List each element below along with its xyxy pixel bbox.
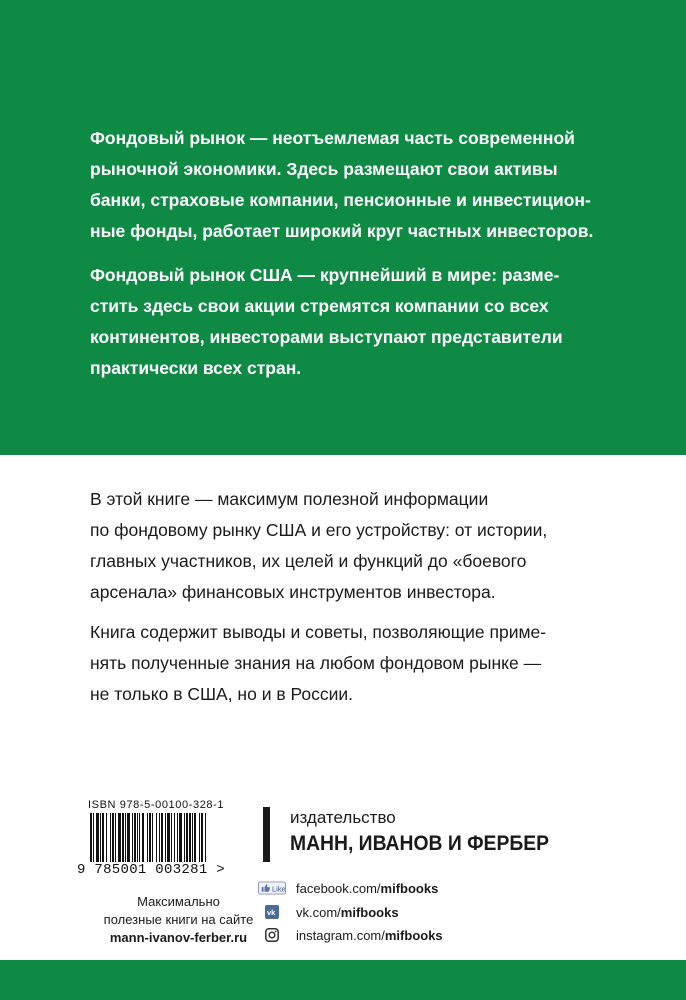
top-paragraph-2 [90,260,590,384]
publisher-name: МАНН, ИВАНОВ И ФЕРБЕР [290,832,549,855]
text-line: нять полученные знания на любом фондовом рынке — [90,653,542,673]
vk-icon [258,905,286,919]
vk-url: vk.com/mifbooks [296,904,399,920]
top-paragraph-1 [90,123,594,247]
publisher-bracket-icon [263,807,270,862]
text-line: по фондовому рынку США и его устройству: от истории, [90,520,548,540]
green-bottom-strip [0,960,686,1000]
svg-text:vk: vk [267,908,276,917]
text-line: арсенала» финансовых инструментов инвестора. [90,582,496,602]
instagram-url: instagram.com/mifbooks [296,927,443,943]
text-line: рыночной экономики. Здесь размещают свои активы [90,159,558,179]
social-facebook[interactable] [258,879,438,897]
text-line: Фондовый рынок — неотъемлемая часть современной [90,128,575,148]
promo-block [96,893,261,947]
text-line: Книга содержит выводы и советы, позволяющие приме- [90,622,547,642]
barcode-digits: 9 785001 003281 > [77,862,225,878]
text-line: банки, страховые компании, пенсионные и инвестицион- [90,190,591,210]
social-instagram[interactable] [258,926,443,944]
text-line: В этой книге — максимум полезной информации [90,489,489,509]
text-line: не только в США, но и в России. [90,684,354,704]
text-line: главных участников, их целей и функций до «боевого [90,551,527,571]
text-line: ные фонды, работает широкий круг частных инвесторов. [90,221,594,241]
promo-site-link[interactable]: mann-ivanov-ferber.ru [109,930,248,945]
svg-text:Like: Like [272,884,286,894]
isbn-label: ISBN 978-5-00100-328-1 [88,799,225,811]
text-line: Фондовый рынок США — крупнейший в мире: разме- [90,265,560,285]
text-line: стить здесь свои акции стремятся компании со всех [90,296,549,316]
instagram-icon [258,928,286,942]
green-top-panel [0,0,686,455]
promo-line: полезные книги на сайте [103,912,254,927]
publisher-label: издательство [290,808,396,827]
facebook-url: facebook.com/mifbooks [296,880,439,896]
promo-line: Максимально [137,894,220,909]
facebook-like-icon [258,881,286,895]
middle-paragraph-1 [90,484,590,608]
text-line: континентов, инвесторами выступают представители [90,327,563,347]
social-vk[interactable] [258,903,399,921]
text-line: практически всех стран. [90,358,302,378]
middle-paragraph-2 [90,617,590,710]
